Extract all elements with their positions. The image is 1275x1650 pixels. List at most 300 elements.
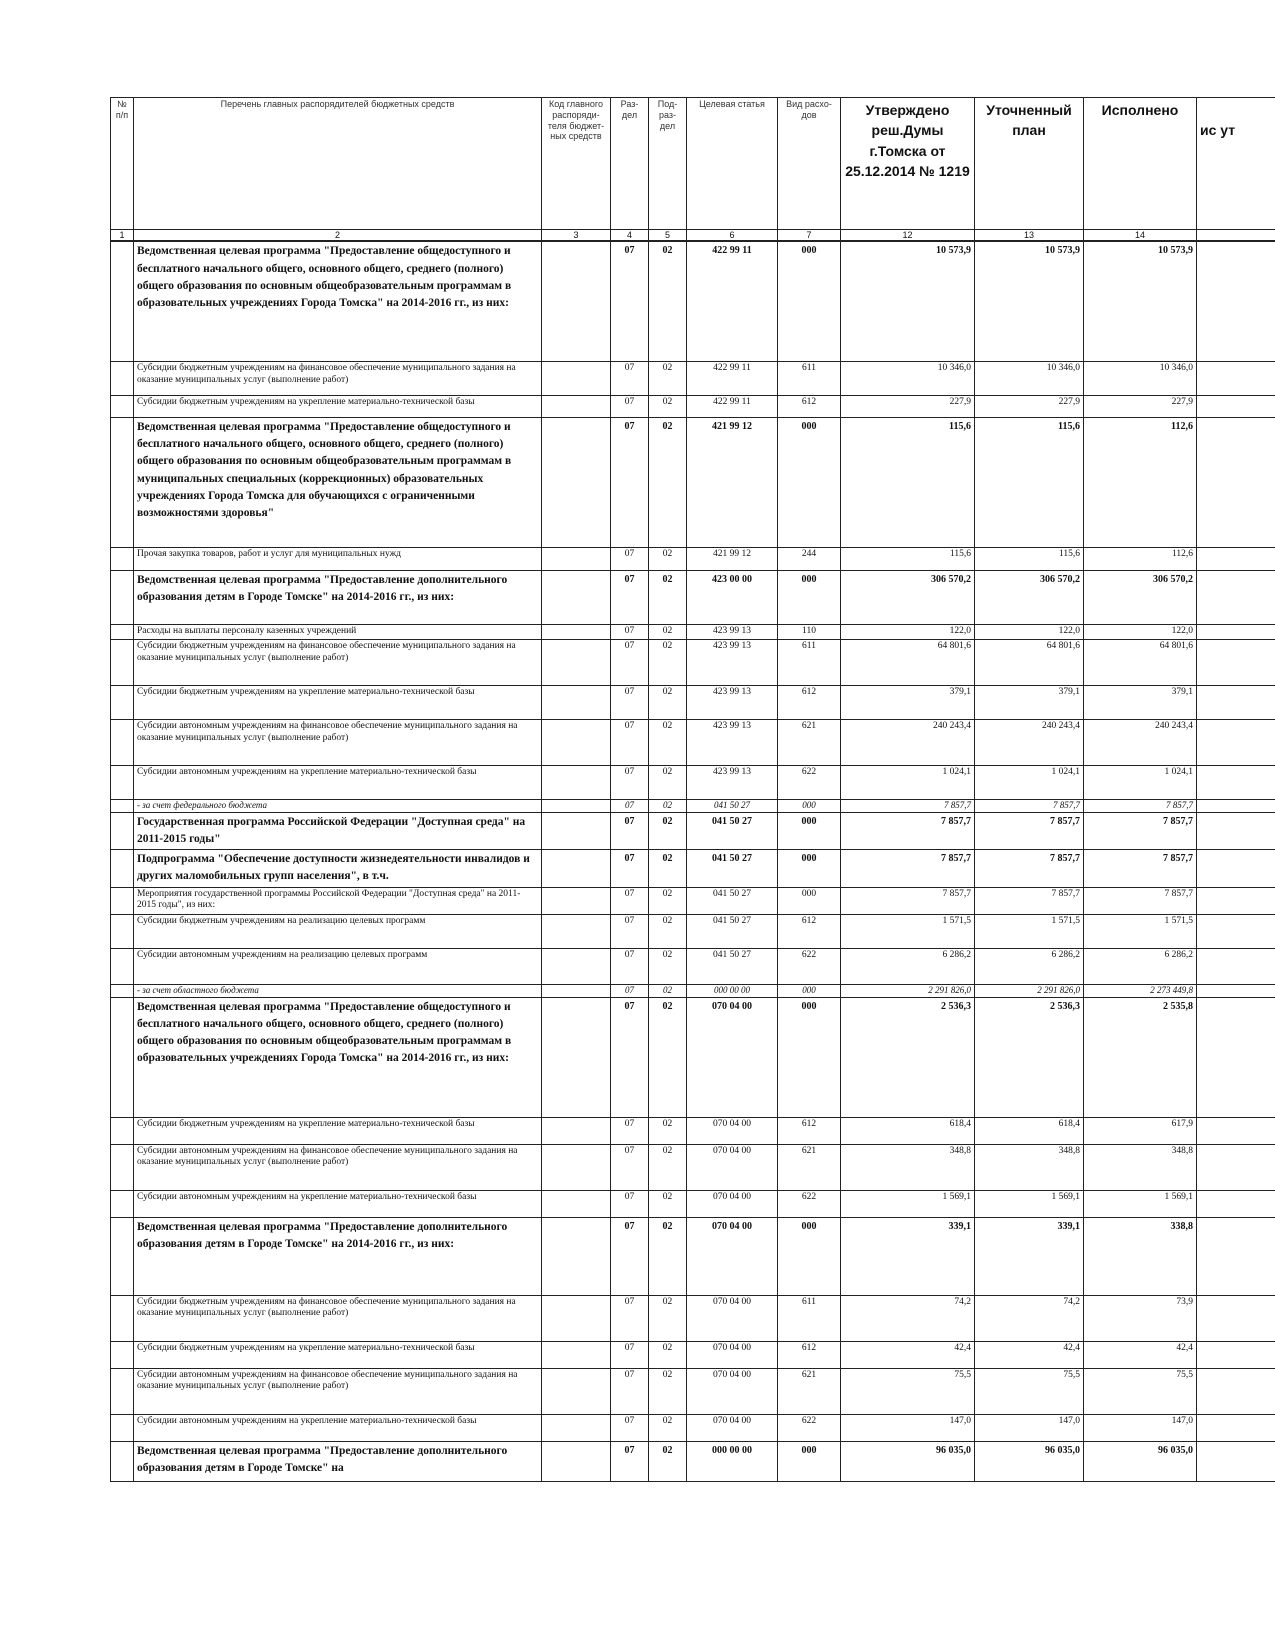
code-cell: [542, 1190, 611, 1217]
code-cell: [542, 812, 611, 850]
row-name: Субсидии автономным учреждениям на финансовое обеспечение муниципального задания на оказание муниципальных услуг (выполнение работ): [134, 719, 542, 765]
expense-type-cell: 244: [778, 547, 841, 570]
row-name: Мероприятия государственной программы Российской Федерации "Доступная среда" на 2011-2015 годы", из них:: [134, 887, 542, 914]
num-cell: [111, 765, 134, 799]
executed-cell: 112,6: [1084, 417, 1197, 547]
code-cell: [542, 1295, 611, 1341]
target-article-cell: 041 50 27: [687, 850, 778, 888]
percent-cell: [1197, 719, 1275, 765]
expense-type-cell: 621: [778, 1368, 841, 1414]
column-number: 12: [841, 230, 975, 242]
plan-cell: 115,6: [975, 547, 1084, 570]
podrazdel-cell: 02: [649, 948, 687, 984]
num-cell: [111, 948, 134, 984]
num-cell: [111, 1117, 134, 1144]
row-name: Ведомственная целевая программа "Предоставление дополнительного образования детям в Городе Томске" на 2014-2016 гг., из них:: [134, 1217, 542, 1295]
target-article-cell: 422 99 11: [687, 241, 778, 361]
code-cell: [542, 1117, 611, 1144]
executed-cell: 2 273 449,8: [1084, 984, 1197, 997]
approved-cell: 339,1: [841, 1217, 975, 1295]
row-name: Субсидии автономным учреждениям на финансовое обеспечение муниципального задания на оказание муниципальных услуг (выполнение работ): [134, 1144, 542, 1190]
podrazdel-cell: 02: [649, 361, 687, 395]
percent-cell: [1197, 361, 1275, 395]
num-cell: [111, 997, 134, 1117]
table-row: [111, 812, 1275, 850]
approved-cell: 64 801,6: [841, 639, 975, 685]
code-cell: [542, 1414, 611, 1441]
table-row: [111, 1117, 1275, 1144]
podrazdel-cell: 02: [649, 570, 687, 624]
razdel-cell: 07: [611, 850, 649, 888]
target-article-cell: 070 04 00: [687, 1341, 778, 1368]
plan-cell: 10 346,0: [975, 361, 1084, 395]
razdel-cell: 07: [611, 685, 649, 719]
approved-cell: 147,0: [841, 1414, 975, 1441]
table-row: [111, 1217, 1275, 1295]
podrazdel-cell: 02: [649, 984, 687, 997]
razdel-cell: 07: [611, 1117, 649, 1144]
target-article-cell: 041 50 27: [687, 799, 778, 812]
table-row: [111, 1295, 1275, 1341]
executed-cell: 42,4: [1084, 1341, 1197, 1368]
podrazdel-cell: 02: [649, 765, 687, 799]
table-row: [111, 570, 1275, 624]
code-cell: [542, 395, 611, 417]
column-number: 14: [1084, 230, 1197, 242]
approved-cell: 115,6: [841, 547, 975, 570]
executed-cell: 75,5: [1084, 1368, 1197, 1414]
target-article-cell: 000 00 00: [687, 984, 778, 997]
percent-cell: [1197, 984, 1275, 997]
code-cell: [542, 887, 611, 914]
num-cell: [111, 624, 134, 639]
executed-cell: 348,8: [1084, 1144, 1197, 1190]
num-cell: [111, 570, 134, 624]
code-cell: [542, 570, 611, 624]
target-article-cell: 070 04 00: [687, 997, 778, 1117]
executed-cell: 96 035,0: [1084, 1441, 1197, 1481]
percent-cell: [1197, 914, 1275, 948]
expense-type-cell: 000: [778, 241, 841, 361]
code-cell: [542, 417, 611, 547]
num-cell: [111, 850, 134, 888]
plan-cell: 1 569,1: [975, 1190, 1084, 1217]
approved-cell: 240 243,4: [841, 719, 975, 765]
table-row: [111, 1368, 1275, 1414]
table-row: [111, 850, 1275, 888]
executed-cell: 240 243,4: [1084, 719, 1197, 765]
row-name: Ведомственная целевая программа "Предоставление общедоступного и бесплатного начального общего, основного общего, среднего (полного) общего образования по основным общеобразовательным программам в образовательных учреждениях Города Томска" на 2014-2016 гг., из них:: [134, 997, 542, 1117]
num-cell: [111, 1217, 134, 1295]
target-article-cell: 423 99 13: [687, 639, 778, 685]
podrazdel-cell: 02: [649, 887, 687, 914]
approved-cell: 75,5: [841, 1368, 975, 1414]
percent-cell: [1197, 1217, 1275, 1295]
expense-type-cell: 622: [778, 1414, 841, 1441]
table-row: [111, 984, 1275, 997]
code-cell: [542, 1144, 611, 1190]
plan-cell: 75,5: [975, 1368, 1084, 1414]
executed-cell: 7 857,7: [1084, 799, 1197, 812]
table-row: [111, 685, 1275, 719]
code-cell: [542, 1441, 611, 1481]
column-number: 5: [649, 230, 687, 242]
table-row: [111, 1144, 1275, 1190]
approved-cell: 1 024,1: [841, 765, 975, 799]
code-cell: [542, 914, 611, 948]
target-article-cell: 070 04 00: [687, 1190, 778, 1217]
approved-cell: 96 035,0: [841, 1441, 975, 1481]
target-article-cell: 421 99 12: [687, 417, 778, 547]
percent-cell: [1197, 948, 1275, 984]
approved-cell: 2 536,3: [841, 997, 975, 1117]
table-row: [111, 241, 1275, 361]
table-row: [111, 765, 1275, 799]
expense-type-cell: 611: [778, 1295, 841, 1341]
approved-cell: 7 857,7: [841, 812, 975, 850]
target-article-cell: 041 50 27: [687, 914, 778, 948]
approved-cell: 306 570,2: [841, 570, 975, 624]
executed-cell: 1 571,5: [1084, 914, 1197, 948]
approved-cell: 7 857,7: [841, 799, 975, 812]
expense-type-cell: 622: [778, 765, 841, 799]
table-row: [111, 639, 1275, 685]
header-approved: Утверждено реш.Думы г.Томска от 25.12.2014 № 1219: [841, 98, 975, 230]
num-cell: [111, 799, 134, 812]
plan-cell: 42,4: [975, 1341, 1084, 1368]
column-number: 13: [975, 230, 1084, 242]
expense-type-cell: 622: [778, 948, 841, 984]
row-name: Ведомственная целевая программа "Предоставление дополнительного образования детям в Городе Томске" на: [134, 1441, 542, 1481]
row-name: Субсидии бюджетным учреждениям на реализацию целевых программ: [134, 914, 542, 948]
executed-cell: 306 570,2: [1084, 570, 1197, 624]
column-number: 6: [687, 230, 778, 242]
plan-cell: 2 536,3: [975, 997, 1084, 1117]
header-executed: Исполнено: [1084, 98, 1197, 230]
expense-type-cell: 000: [778, 997, 841, 1117]
budget-table: [110, 97, 1275, 1482]
code-cell: [542, 685, 611, 719]
podrazdel-cell: 02: [649, 241, 687, 361]
row-name: Субсидии бюджетным учреждениям на укрепление материально-технической базы: [134, 685, 542, 719]
expense-type-cell: 622: [778, 1190, 841, 1217]
percent-cell: [1197, 417, 1275, 547]
podrazdel-cell: 02: [649, 914, 687, 948]
row-name: Субсидии бюджетным учреждениям на укрепление материально-технической базы: [134, 395, 542, 417]
percent-cell: [1197, 850, 1275, 888]
razdel-cell: 07: [611, 984, 649, 997]
expense-type-cell: 000: [778, 812, 841, 850]
executed-cell: 338,8: [1084, 1217, 1197, 1295]
percent-cell: [1197, 1117, 1275, 1144]
executed-cell: 379,1: [1084, 685, 1197, 719]
target-article-cell: 041 50 27: [687, 948, 778, 984]
executed-cell: 73,9: [1084, 1295, 1197, 1341]
row-name: Субсидии автономным учреждениям на укрепление материально-технической базы: [134, 765, 542, 799]
podrazdel-cell: 02: [649, 639, 687, 685]
column-number: 4: [611, 230, 649, 242]
percent-cell: [1197, 1295, 1275, 1341]
razdel-cell: 07: [611, 997, 649, 1117]
razdel-cell: 07: [611, 1190, 649, 1217]
row-name: - за счет федерального бюджета: [134, 799, 542, 812]
percent-cell: [1197, 887, 1275, 914]
target-article-cell: 423 00 00: [687, 570, 778, 624]
expense-type-cell: 612: [778, 1341, 841, 1368]
podrazdel-cell: 02: [649, 395, 687, 417]
code-cell: [542, 850, 611, 888]
razdel-cell: 07: [611, 417, 649, 547]
plan-cell: 618,4: [975, 1117, 1084, 1144]
approved-cell: 10 346,0: [841, 361, 975, 395]
num-cell: [111, 395, 134, 417]
approved-cell: 7 857,7: [841, 850, 975, 888]
num-cell: [111, 547, 134, 570]
num-cell: [111, 719, 134, 765]
razdel-cell: 07: [611, 395, 649, 417]
num-cell: [111, 685, 134, 719]
podrazdel-cell: 02: [649, 1368, 687, 1414]
percent-cell: [1197, 1144, 1275, 1190]
code-cell: [542, 997, 611, 1117]
table-row: [111, 395, 1275, 417]
executed-cell: 122,0: [1084, 624, 1197, 639]
razdel-cell: 07: [611, 1144, 649, 1190]
code-cell: [542, 639, 611, 685]
executed-cell: 10 346,0: [1084, 361, 1197, 395]
code-cell: [542, 984, 611, 997]
num-cell: [111, 1368, 134, 1414]
header-target-article: Целевая статья: [687, 98, 778, 230]
plan-cell: 227,9: [975, 395, 1084, 417]
row-name: Ведомственная целевая программа "Предоставление дополнительного образования детям в Городе Томске" на 2014-2016 гг., из них:: [134, 570, 542, 624]
percent-cell: [1197, 997, 1275, 1117]
approved-cell: 42,4: [841, 1341, 975, 1368]
table-body: [111, 241, 1275, 1481]
plan-cell: 1 024,1: [975, 765, 1084, 799]
column-number: 2: [134, 230, 542, 242]
razdel-cell: 07: [611, 1414, 649, 1441]
table-row: [111, 948, 1275, 984]
table-row: [111, 361, 1275, 395]
percent-cell: [1197, 570, 1275, 624]
expense-type-cell: 000: [778, 570, 841, 624]
plan-cell: 306 570,2: [975, 570, 1084, 624]
code-cell: [542, 799, 611, 812]
podrazdel-cell: 02: [649, 1190, 687, 1217]
expense-type-cell: 000: [778, 799, 841, 812]
podrazdel-cell: 02: [649, 685, 687, 719]
razdel-cell: 07: [611, 547, 649, 570]
num-cell: [111, 887, 134, 914]
num-cell: [111, 417, 134, 547]
expense-type-cell: 000: [778, 417, 841, 547]
razdel-cell: 07: [611, 1295, 649, 1341]
row-name: Государственная программа Российской Федерации "Доступная среда" на 2011-2015 годы": [134, 812, 542, 850]
razdel-cell: 07: [611, 361, 649, 395]
table-row: [111, 887, 1275, 914]
percent-cell: [1197, 799, 1275, 812]
header-razdel: Раз-дел: [611, 98, 649, 230]
expense-type-cell: 611: [778, 639, 841, 685]
column-number-empty: [1197, 230, 1275, 242]
expense-type-cell: 612: [778, 685, 841, 719]
podrazdel-cell: 02: [649, 799, 687, 812]
approved-cell: 618,4: [841, 1117, 975, 1144]
plan-cell: 115,6: [975, 417, 1084, 547]
approved-cell: 2 291 826,0: [841, 984, 975, 997]
num-cell: [111, 639, 134, 685]
approved-cell: 348,8: [841, 1144, 975, 1190]
executed-cell: 112,6: [1084, 547, 1197, 570]
code-cell: [542, 624, 611, 639]
code-cell: [542, 1368, 611, 1414]
razdel-cell: 07: [611, 948, 649, 984]
plan-cell: 7 857,7: [975, 887, 1084, 914]
row-name: Субсидии бюджетным учреждениям на финансовое обеспечение муниципального задания на оказание муниципальных услуг (выполнение работ): [134, 639, 542, 685]
code-cell: [542, 948, 611, 984]
plan-cell: 240 243,4: [975, 719, 1084, 765]
plan-cell: 122,0: [975, 624, 1084, 639]
column-number: 3: [542, 230, 611, 242]
row-name: Подпрограмма "Обеспечение доступности жизнедеятельности инвалидов и других маломобильных групп населения", в т.ч.: [134, 850, 542, 888]
row-name: - за счет областного бюджета: [134, 984, 542, 997]
target-article-cell: 070 04 00: [687, 1217, 778, 1295]
num-cell: [111, 812, 134, 850]
target-article-cell: 070 04 00: [687, 1368, 778, 1414]
header-podrazdel: Под-раз-дел: [649, 98, 687, 230]
table-row: [111, 417, 1275, 547]
expense-type-cell: 612: [778, 1117, 841, 1144]
table-row: [111, 1341, 1275, 1368]
percent-cell: [1197, 1441, 1275, 1481]
approved-cell: 1 571,5: [841, 914, 975, 948]
approved-cell: 1 569,1: [841, 1190, 975, 1217]
row-name: Ведомственная целевая программа "Предоставление общедоступного и бесплатного начального общего, основного общего, среднего (полного) общего образования по основным общеобразовательным программам в образовательных учреждениях Города Томска" на 2014-2016 гг., из них:: [134, 241, 542, 361]
executed-cell: 7 857,7: [1084, 812, 1197, 850]
executed-cell: 617,9: [1084, 1117, 1197, 1144]
column-number: 7: [778, 230, 841, 242]
approved-cell: 227,9: [841, 395, 975, 417]
target-article-cell: 421 99 12: [687, 547, 778, 570]
razdel-cell: 07: [611, 1341, 649, 1368]
percent-cell: [1197, 812, 1275, 850]
executed-cell: 10 573,9: [1084, 241, 1197, 361]
plan-cell: 348,8: [975, 1144, 1084, 1190]
target-article-cell: 000 00 00: [687, 1441, 778, 1481]
razdel-cell: 07: [611, 570, 649, 624]
executed-cell: 227,9: [1084, 395, 1197, 417]
percent-cell: [1197, 1341, 1275, 1368]
razdel-cell: 07: [611, 1217, 649, 1295]
row-name: Субсидии бюджетным учреждениям на финансовое обеспечение муниципального задания на оказание муниципальных услуг (выполнение работ): [134, 361, 542, 395]
target-article-cell: 041 50 27: [687, 812, 778, 850]
podrazdel-cell: 02: [649, 1414, 687, 1441]
expense-type-cell: 000: [778, 1217, 841, 1295]
expense-type-cell: 621: [778, 719, 841, 765]
target-article-cell: 070 04 00: [687, 1414, 778, 1441]
num-cell: [111, 984, 134, 997]
table-row: [111, 719, 1275, 765]
code-cell: [542, 765, 611, 799]
plan-cell: 96 035,0: [975, 1441, 1084, 1481]
podrazdel-cell: 02: [649, 1441, 687, 1481]
code-cell: [542, 1217, 611, 1295]
target-article-cell: 423 99 13: [687, 719, 778, 765]
plan-cell: 147,0: [975, 1414, 1084, 1441]
header-name: Перечень главных распорядителей бюджетных средств: [134, 98, 542, 230]
plan-cell: 7 857,7: [975, 812, 1084, 850]
podrazdel-cell: 02: [649, 417, 687, 547]
target-article-cell: 422 99 11: [687, 361, 778, 395]
table-row: [111, 1190, 1275, 1217]
num-cell: [111, 1441, 134, 1481]
podrazdel-cell: 02: [649, 1295, 687, 1341]
executed-cell: 2 535,8: [1084, 997, 1197, 1117]
target-article-cell: 423 99 13: [687, 685, 778, 719]
num-cell: [111, 1341, 134, 1368]
code-cell: [542, 1341, 611, 1368]
percent-cell: [1197, 639, 1275, 685]
plan-cell: 7 857,7: [975, 850, 1084, 888]
expense-type-cell: 000: [778, 1441, 841, 1481]
razdel-cell: 07: [611, 914, 649, 948]
table-row: [111, 1414, 1275, 1441]
podrazdel-cell: 02: [649, 850, 687, 888]
row-name: Субсидии бюджетным учреждениям на укрепление материально-технической базы: [134, 1341, 542, 1368]
executed-cell: 7 857,7: [1084, 850, 1197, 888]
razdel-cell: 07: [611, 765, 649, 799]
razdel-cell: 07: [611, 241, 649, 361]
approved-cell: 10 573,9: [841, 241, 975, 361]
num-cell: [111, 914, 134, 948]
target-article-cell: 070 04 00: [687, 1295, 778, 1341]
executed-cell: 6 286,2: [1084, 948, 1197, 984]
row-name: Субсидии автономным учреждениям на укрепление материально-технической базы: [134, 1190, 542, 1217]
plan-cell: 6 286,2: [975, 948, 1084, 984]
plan-cell: 339,1: [975, 1217, 1084, 1295]
row-name: Расходы на выплаты персоналу казенных учреждений: [134, 624, 542, 639]
row-name: Ведомственная целевая программа "Предоставление общедоступного и бесплатного начального общего, основного общего, среднего (полного) общего образования по основным общеобразовательным программам в муниципальных специальных (коррекционных) образовательных учреждениях Города Томска для обучающихся с ограниченными возможностями здоровья": [134, 417, 542, 547]
podrazdel-cell: 02: [649, 1117, 687, 1144]
target-article-cell: 070 04 00: [687, 1117, 778, 1144]
plan-cell: 379,1: [975, 685, 1084, 719]
approved-cell: 115,6: [841, 417, 975, 547]
num-cell: [111, 1414, 134, 1441]
expense-type-cell: 000: [778, 887, 841, 914]
plan-cell: 64 801,6: [975, 639, 1084, 685]
header-code: Код главного распоряди-теля бюджет-ных средств: [542, 98, 611, 230]
percent-cell: [1197, 1414, 1275, 1441]
expense-type-cell: 110: [778, 624, 841, 639]
percent-cell: [1197, 395, 1275, 417]
razdel-cell: 07: [611, 639, 649, 685]
expense-type-cell: 611: [778, 361, 841, 395]
percent-cell: [1197, 1368, 1275, 1414]
percent-cell: [1197, 241, 1275, 361]
num-cell: [111, 361, 134, 395]
expense-type-cell: 000: [778, 984, 841, 997]
razdel-cell: 07: [611, 1368, 649, 1414]
percent-cell: [1197, 765, 1275, 799]
plan-cell: 74,2: [975, 1295, 1084, 1341]
target-article-cell: 070 04 00: [687, 1144, 778, 1190]
percent-cell: [1197, 685, 1275, 719]
header-expense-type: Вид расхо-дов: [778, 98, 841, 230]
podrazdel-cell: 02: [649, 1217, 687, 1295]
code-cell: [542, 547, 611, 570]
approved-cell: 74,2: [841, 1295, 975, 1341]
